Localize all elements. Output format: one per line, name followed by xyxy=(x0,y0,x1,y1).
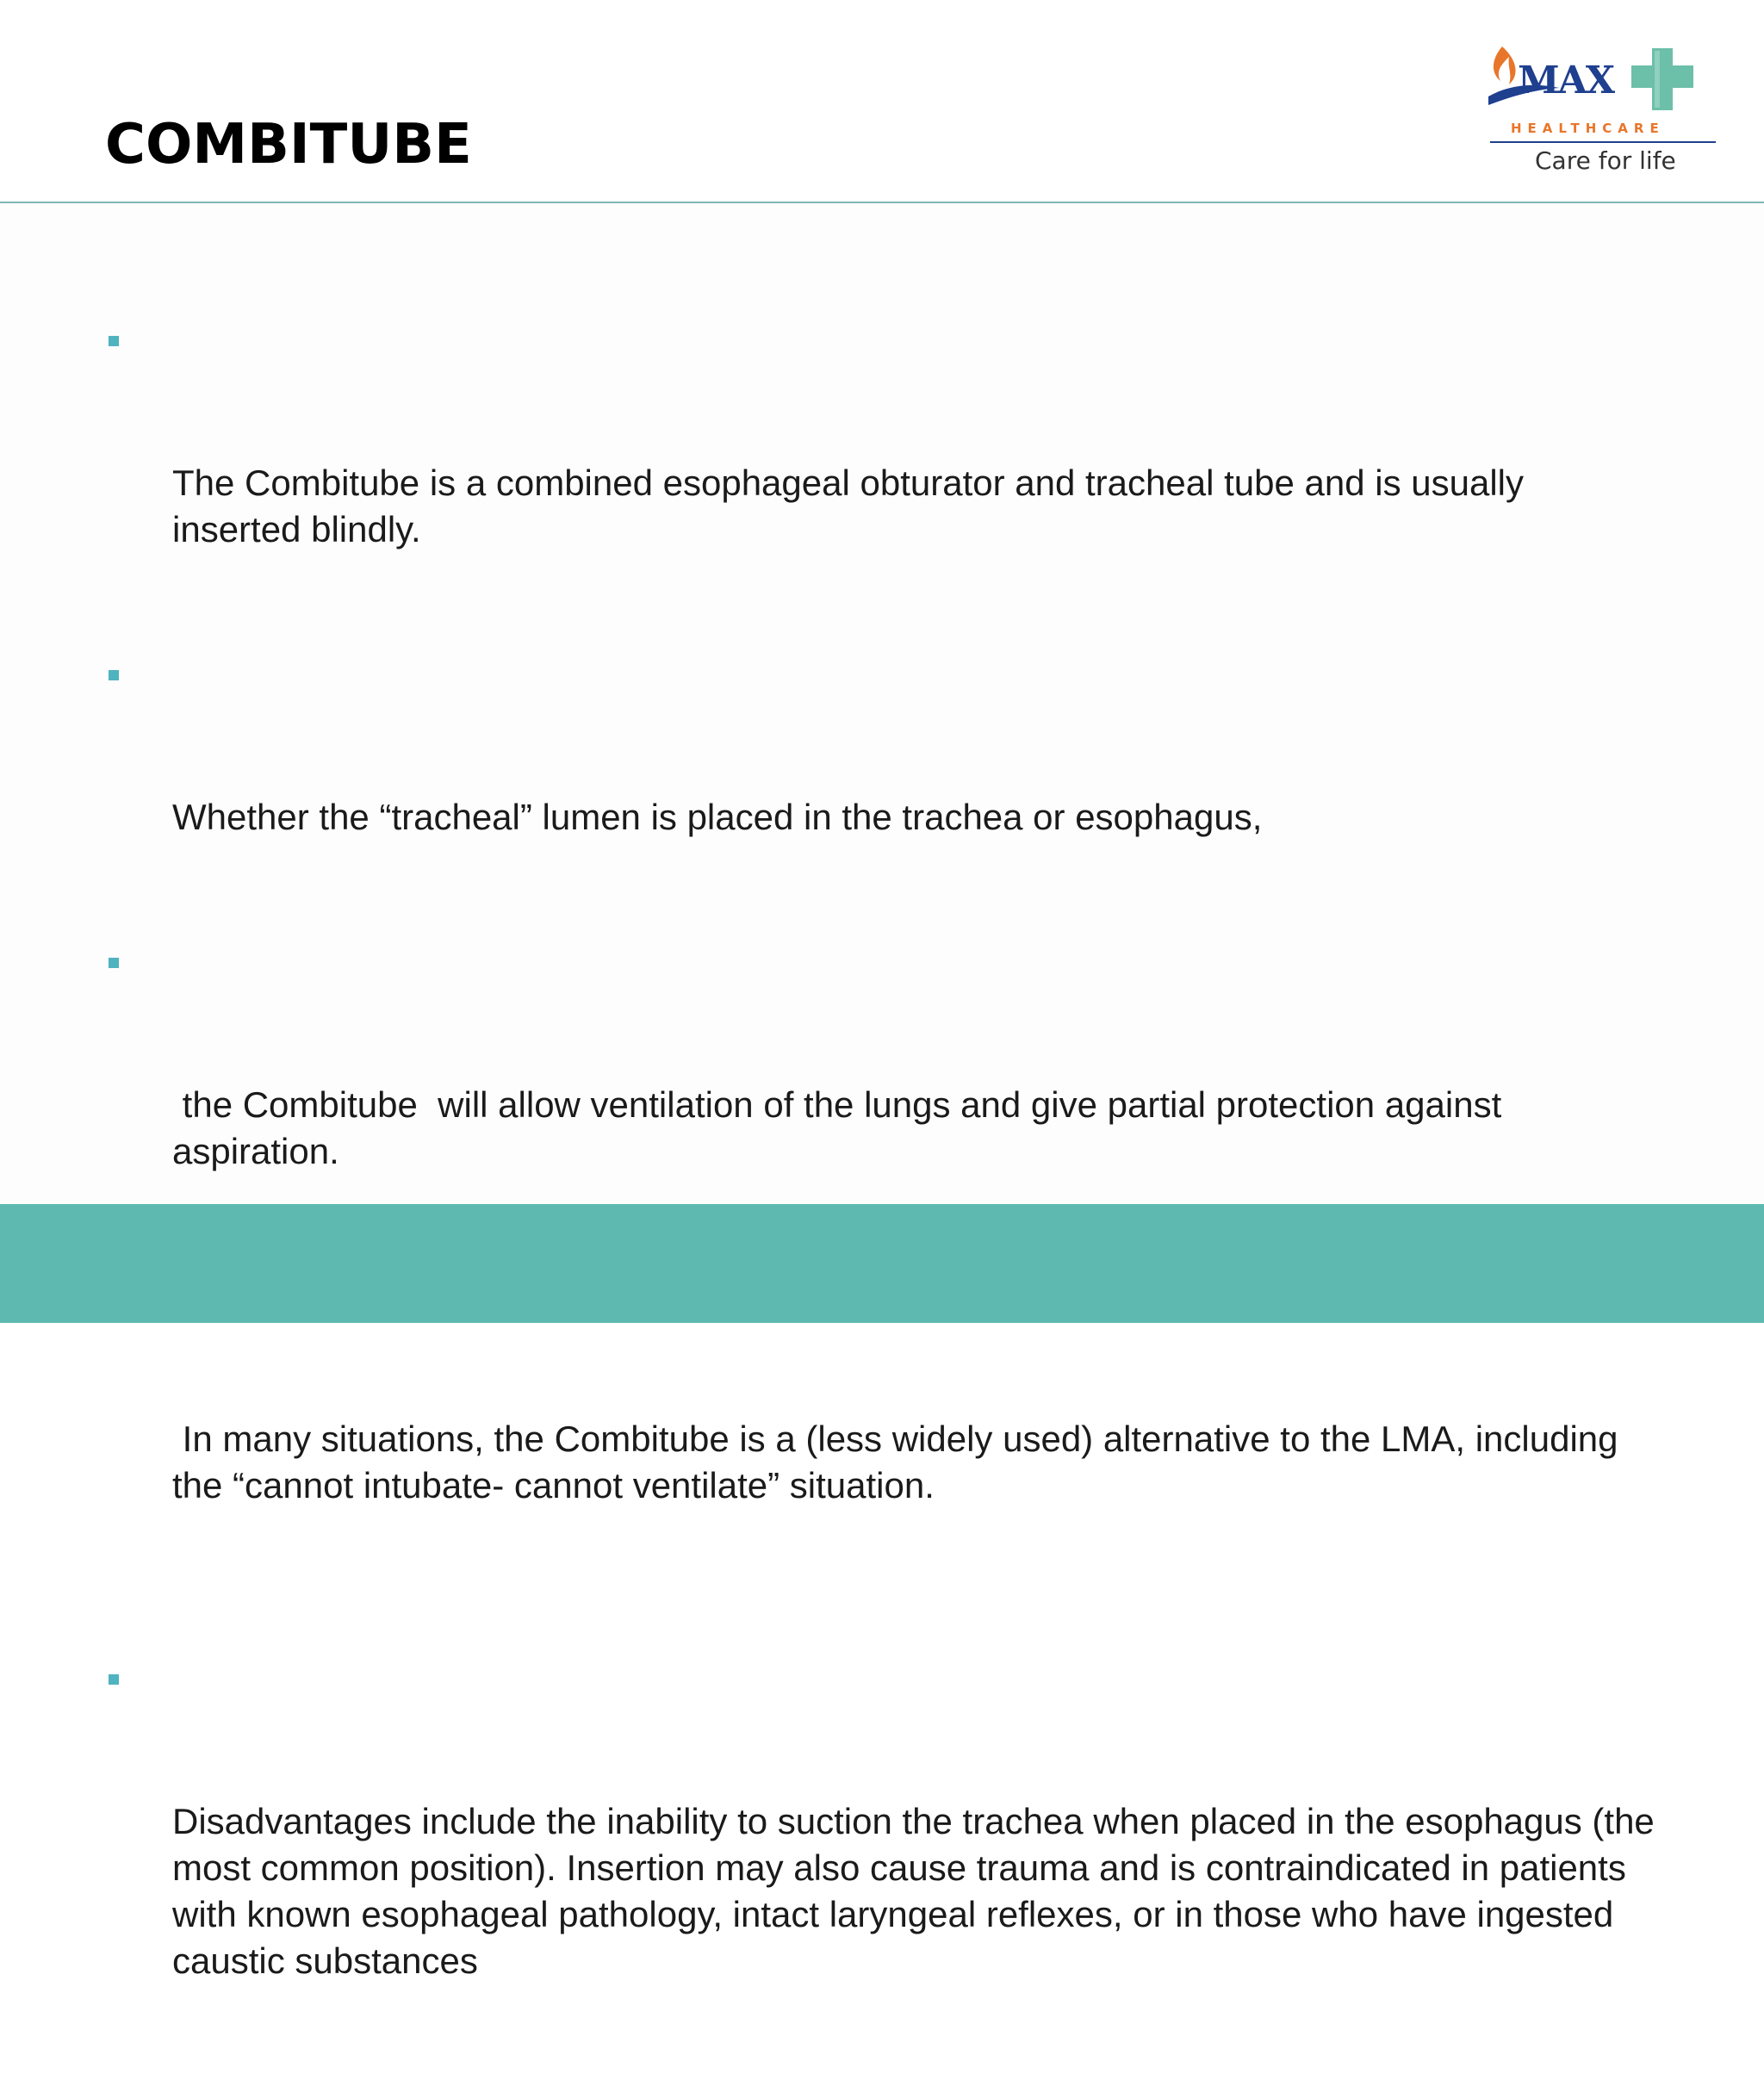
bullet-item xyxy=(105,655,1655,934)
svg-text:MAX: MAX xyxy=(1518,59,1613,102)
header-divider xyxy=(0,202,1764,203)
bullet-item xyxy=(105,1659,1665,2077)
bullet-list xyxy=(105,320,1665,2086)
bullet-item xyxy=(105,320,1655,646)
logo-graphic xyxy=(1483,40,1724,177)
cross-icon xyxy=(1631,48,1693,110)
footer-band xyxy=(0,1204,1764,1323)
square-bullet-icon xyxy=(109,1674,119,1685)
max-healthcare-logo xyxy=(1483,40,1724,177)
svg-text:Care for life: Care for life xyxy=(1535,146,1676,175)
square-bullet-icon xyxy=(109,958,119,968)
bullet-text: The Combitube is a combined esophageal obturator and tracheal tube and is usually inserted blindly. xyxy=(172,463,1534,549)
square-bullet-icon xyxy=(109,336,119,346)
bullet-text: Disadvantages include the inability to suction the trachea when placed in the esophagus (the most common position). Insertion may also cause trauma and is contraindicated in patients with known esophageal pathology, intact laryngeal reflexes, or in those who have ingested caustic substances xyxy=(172,1801,1665,1981)
svg-text:HEALTHCARE: HEALTHCARE xyxy=(1511,121,1665,136)
flame-icon xyxy=(1494,47,1516,84)
bullet-text: Whether the “tracheal” lumen is placed in the trachea or esophagus, xyxy=(172,797,1263,837)
bullet-text: the Combitube will allow ventilation of the lungs and give partial protection against aspiration. xyxy=(172,1084,1512,1171)
bullet-text: In many situations, the Combitube is a (less widely used) alternative to the LMA, including the “cannot intubate- cannot ventilate” situation. xyxy=(172,1419,1629,1506)
square-bullet-icon xyxy=(109,670,119,680)
bullet-item xyxy=(105,1276,1655,1602)
slide-title: COMBITUBE xyxy=(105,113,472,177)
